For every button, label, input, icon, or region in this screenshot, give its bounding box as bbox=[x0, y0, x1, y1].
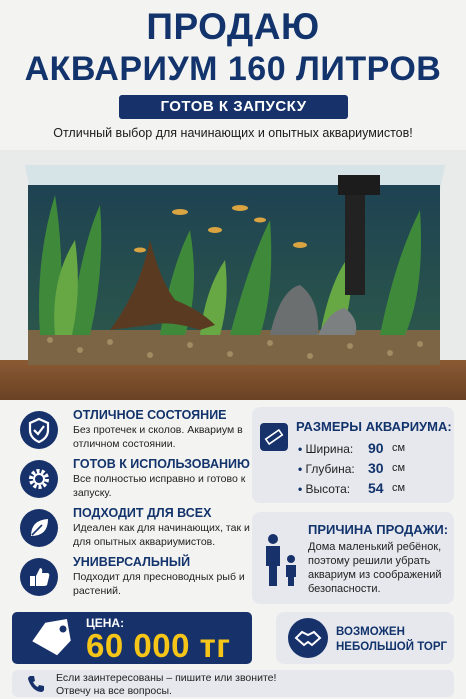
dimension-value: 30 bbox=[368, 460, 384, 476]
feature-desc: Подходит для пресноводных рыб и растений. bbox=[73, 571, 245, 597]
reason-panel bbox=[252, 512, 454, 604]
dimension-label: Высота: bbox=[305, 482, 351, 496]
dimension-unit: см bbox=[392, 482, 406, 494]
feature-desc: Без протечек и сколов. Аквариум в отличном состоянии. bbox=[73, 424, 243, 450]
bargain-line-2: НЕБОЛЬШОЙ ТОРГ bbox=[336, 641, 448, 653]
page-title bbox=[0, 6, 466, 90]
ready-badge: ГОТОВ К ЗАПУСКУ bbox=[119, 95, 348, 119]
dimension-label: Глубина: bbox=[305, 462, 355, 476]
leaf-icon bbox=[20, 509, 58, 547]
feature-desc: Идеален как для начинающих, так и для опытных аквариумистов. bbox=[73, 522, 250, 548]
dimension-value: 90 bbox=[368, 440, 384, 456]
title-line-2: АКВАРИУМ 160 ЛИТРОВ bbox=[24, 50, 442, 88]
handshake-icon bbox=[288, 618, 328, 658]
bargain-line-1: ВОЗМОЖЕН bbox=[336, 626, 405, 638]
dimension-label: Ширина: bbox=[305, 442, 354, 456]
price-box bbox=[12, 612, 252, 664]
parent-child-icon bbox=[260, 532, 300, 588]
phone-icon bbox=[26, 674, 46, 694]
bargain-text bbox=[336, 625, 447, 655]
subtitle: Отличный выбор для начинающих и опытных аквариумистов! bbox=[53, 126, 413, 140]
contact-line-2: Отвечу на все вопросы. bbox=[56, 684, 172, 697]
feature-title: ПОДХОДИТ ДЛЯ ВСЕХ bbox=[73, 506, 212, 520]
dimension-unit: см bbox=[392, 462, 406, 474]
feature-title: ОТЛИЧНОЕ СОСТОЯНИЕ bbox=[73, 408, 227, 422]
dimension-row-height: • Высота: 54 см bbox=[298, 480, 406, 496]
gear-icon bbox=[20, 460, 58, 498]
title-line-1: ПРОДАЮ bbox=[146, 6, 320, 47]
shield-check-icon bbox=[20, 411, 58, 449]
dimension-unit: см bbox=[392, 442, 406, 454]
dimensions-title: РАЗМЕРЫ АКВАРИУМА: bbox=[296, 419, 452, 434]
price-label: ЦЕНА: bbox=[86, 616, 125, 630]
contact-bar bbox=[12, 670, 454, 697]
reason-text: Дома маленький ребёнок, поэтому решили убрать аквариум из соображений безопасности. bbox=[308, 541, 442, 595]
price-value: 60 000 тг bbox=[86, 627, 231, 664]
ruler-icon bbox=[260, 423, 288, 451]
thumbs-up-icon bbox=[20, 558, 58, 596]
price-tag-icon bbox=[26, 618, 76, 658]
contact-text bbox=[56, 672, 276, 697]
feature-title: ГОТОВ К ИСПОЛЬЗОВАНИЮ bbox=[73, 457, 250, 471]
aquarium-photo bbox=[0, 150, 466, 400]
contact-line-1: Если заинтересованы – пишите или звоните! bbox=[56, 672, 277, 684]
bargain-panel bbox=[276, 612, 454, 664]
dimensions-panel bbox=[252, 407, 454, 503]
feature-title: УНИВЕРСАЛЬНЫЙ bbox=[73, 555, 191, 569]
dimension-value: 54 bbox=[368, 480, 384, 496]
feature-desc: Все полностью исправно и готово к запуску. bbox=[73, 473, 246, 499]
dimension-row-depth: • Глубина: 30 см bbox=[298, 460, 406, 476]
dimension-row-width: • Ширина: 90 см bbox=[298, 440, 406, 456]
reason-title: ПРИЧИНА ПРОДАЖИ: bbox=[308, 522, 449, 537]
